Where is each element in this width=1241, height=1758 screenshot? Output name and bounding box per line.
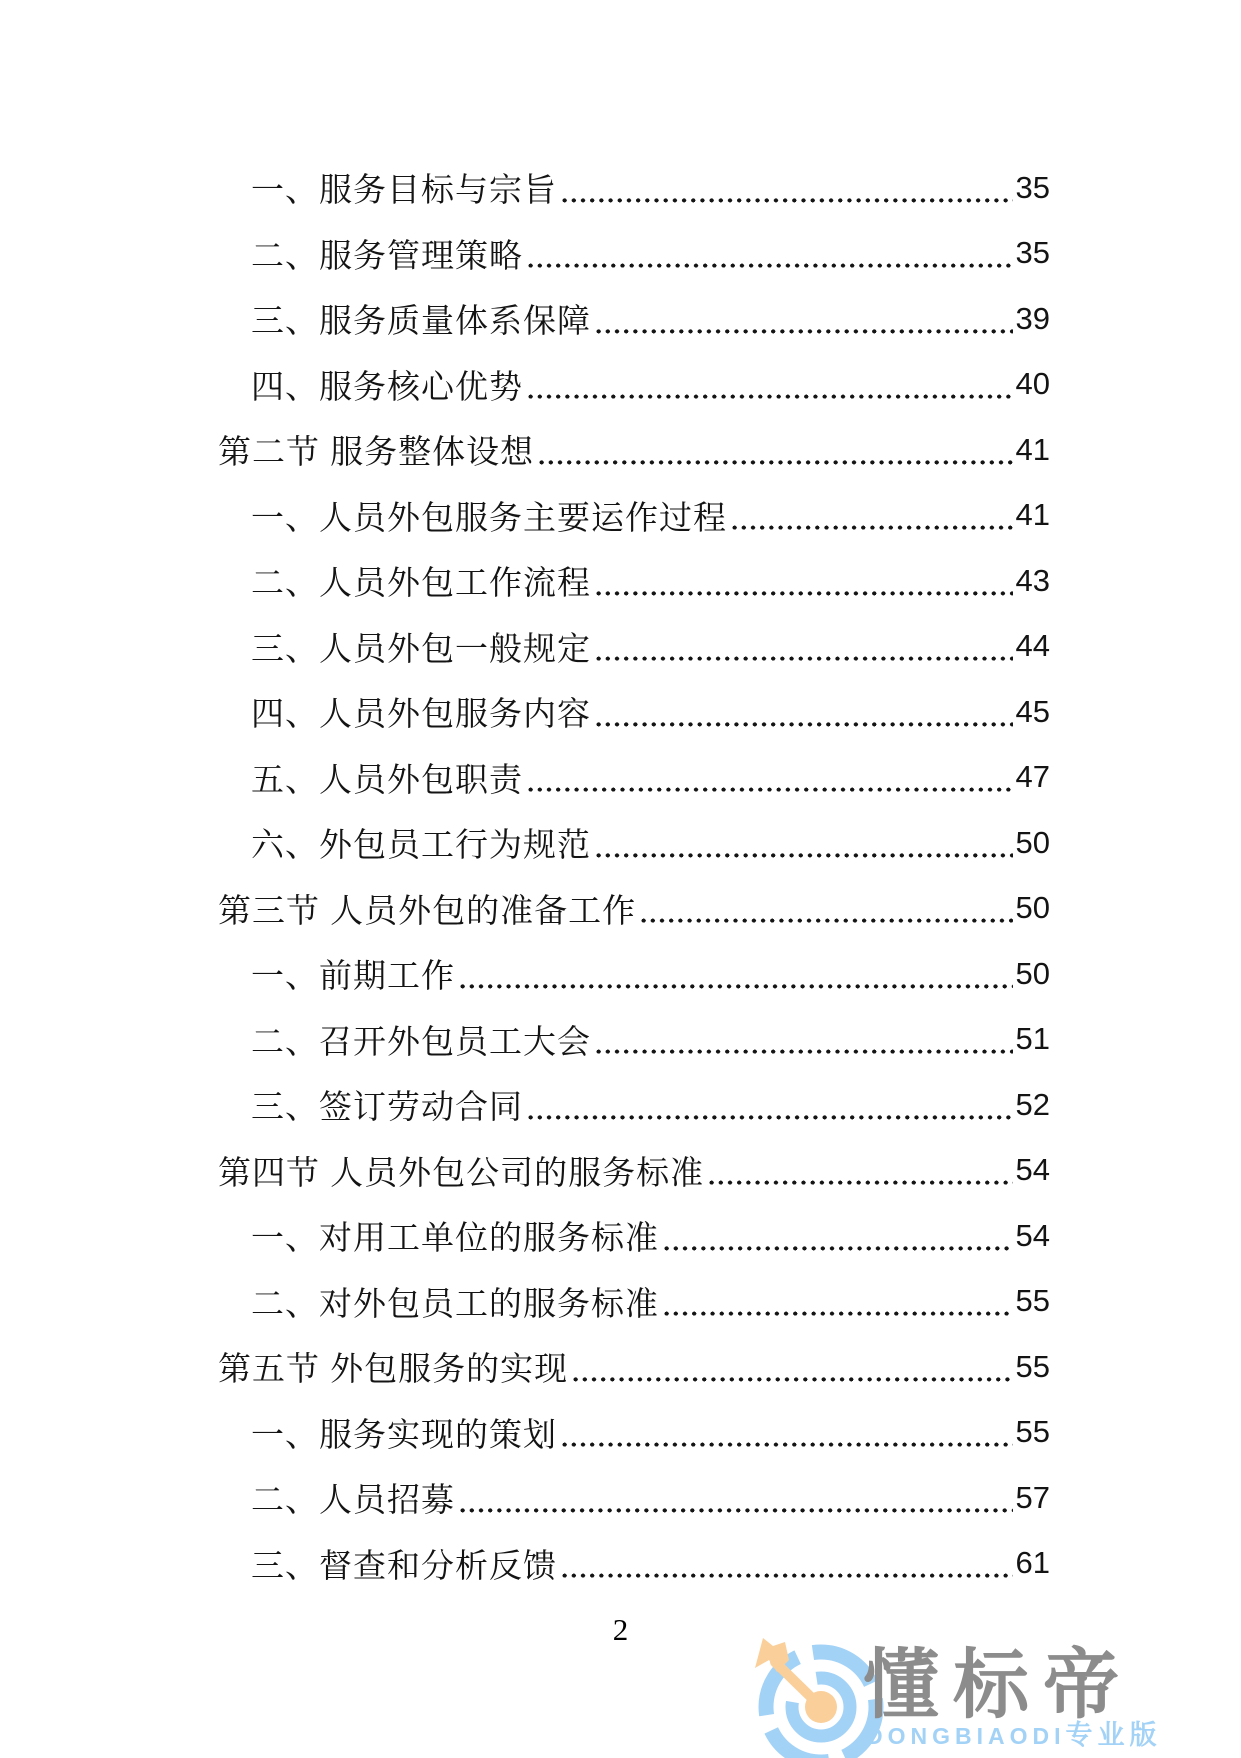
toc-entry-page: 50: [1015, 890, 1050, 926]
toc-entry-label: 三、签订劳动合同: [251, 1088, 523, 1126]
toc-list: [0, 155, 1241, 1596]
toc-entry-page: 43: [1015, 562, 1050, 598]
toc-dot-leader: [596, 1007, 1013, 1073]
watermark: [725, 1626, 1241, 1756]
toc-entry-page: 54: [1015, 1152, 1050, 1188]
toc-entry[interactable]: [0, 1072, 1241, 1138]
toc-entry-page: 55: [1015, 1283, 1050, 1319]
toc-entry-page: 47: [1015, 759, 1050, 795]
toc-dot-leader: [528, 221, 1013, 287]
toc-entry-page: 39: [1015, 300, 1050, 336]
toc-entry-page: 44: [1015, 628, 1050, 664]
toc-entry-page: 50: [1015, 824, 1050, 860]
toc-entry-label: 二、人员外包工作流程: [251, 564, 591, 602]
toc-entry-label: 第四节 人员外包公司的服务标准: [218, 1153, 705, 1191]
toc-entry[interactable]: [0, 1531, 1241, 1597]
toc-entry-label: 一、服务实现的策划: [251, 1415, 557, 1453]
toc-entry-label: 六、外包员工行为规范: [251, 826, 591, 864]
watermark-latin-text: DONGBIAODI: [866, 1723, 1066, 1749]
toc-entry[interactable]: [0, 1269, 1241, 1335]
toc-entry-page: 54: [1015, 1217, 1050, 1253]
toc-entry-label: 三、服务质量体系保障: [251, 302, 591, 340]
toc-entry[interactable]: [0, 679, 1241, 745]
toc-dot-leader: [460, 941, 1013, 1007]
toc-entry-label: 二、服务管理策略: [251, 236, 523, 274]
toc-entry-label: 第二节 服务整体设想: [218, 433, 535, 471]
toc-entry-page: 51: [1015, 1021, 1050, 1057]
toc-entry-label: 一、人员外包服务主要运作过程: [251, 498, 727, 536]
toc-entry-page: 50: [1015, 955, 1050, 991]
toc-entry-page: 61: [1015, 1545, 1050, 1581]
toc-dot-leader: [562, 1531, 1013, 1597]
toc-dot-leader: [664, 1269, 1013, 1335]
toc-entry[interactable]: [0, 745, 1241, 811]
toc-entry-label: 四、服务核心优势: [251, 367, 523, 405]
toc-entry[interactable]: [0, 1007, 1241, 1073]
toc-entry-label: 三、人员外包一般规定: [251, 629, 591, 667]
toc-dot-leader: [573, 1334, 1012, 1400]
toc-entry[interactable]: [0, 548, 1241, 614]
toc-dot-leader: [596, 679, 1013, 745]
toc-entry-label: 二、召开外包员工大会: [251, 1022, 591, 1060]
toc-dot-leader: [562, 1400, 1013, 1466]
toc-entry[interactable]: [0, 1138, 1241, 1204]
toc-entry-page: 45: [1015, 693, 1050, 729]
toc-entry-label: 三、督查和分析反馈: [251, 1546, 557, 1584]
toc-dot-leader: [528, 745, 1013, 811]
toc-entry[interactable]: [0, 352, 1241, 418]
toc-entry-page: 41: [1015, 497, 1050, 533]
toc-entry[interactable]: [0, 1400, 1241, 1466]
toc-entry-label: 一、对用工单位的服务标准: [251, 1219, 659, 1257]
toc-dot-leader: [460, 1465, 1013, 1531]
toc-entry-label: 二、对外包员工的服务标准: [251, 1284, 659, 1322]
toc-entry-page: 35: [1015, 169, 1050, 205]
toc-entry[interactable]: [0, 614, 1241, 680]
toc-dot-leader: [596, 286, 1013, 352]
toc-dot-leader: [596, 548, 1013, 614]
toc-entry[interactable]: [0, 1334, 1241, 1400]
page-number: 2: [612, 1612, 629, 1647]
toc-entry-label: 五、人员外包职责: [251, 760, 523, 798]
toc-dot-leader: [528, 352, 1013, 418]
toc-entry-page: 35: [1015, 235, 1050, 271]
toc-entry[interactable]: [0, 1203, 1241, 1269]
toc-entry-page: 55: [1015, 1414, 1050, 1450]
toc-entry-label: 四、人员外包服务内容: [251, 695, 591, 733]
watermark-brand-text: 懂标帝: [863, 1643, 1133, 1728]
watermark-edition-text: 专业版: [1065, 1720, 1162, 1750]
toc-dot-leader: [539, 417, 1012, 483]
toc-entry-page: 40: [1015, 366, 1050, 402]
toc-dot-leader: [732, 483, 1013, 549]
toc-entry-page: 41: [1015, 431, 1050, 467]
toc-dot-leader: [664, 1203, 1013, 1269]
toc-entry[interactable]: [0, 810, 1241, 876]
toc-entry-page: 52: [1015, 1086, 1050, 1122]
toc-dot-leader: [641, 876, 1012, 942]
toc-entry[interactable]: [0, 286, 1241, 352]
toc-dot-leader: [709, 1138, 1012, 1204]
toc-entry[interactable]: [0, 1465, 1241, 1531]
toc-dot-leader: [596, 614, 1013, 680]
toc-entry[interactable]: [0, 941, 1241, 1007]
toc-entry[interactable]: [0, 417, 1241, 483]
toc-dot-leader: [562, 155, 1013, 221]
watermark-subtitle: [866, 1722, 1162, 1749]
toc-entry-label: 第三节 人员外包的准备工作: [218, 891, 637, 929]
toc-entry-label: 第五节 外包服务的实现: [218, 1350, 569, 1388]
toc-dot-leader: [528, 1072, 1013, 1138]
toc-entry[interactable]: [0, 876, 1241, 942]
toc-entry[interactable]: [0, 221, 1241, 287]
toc-entry[interactable]: [0, 483, 1241, 549]
toc-entry-page: 57: [1015, 1479, 1050, 1515]
toc-entry-page: 55: [1015, 1348, 1050, 1384]
toc-entry-label: 二、人员招募: [251, 1481, 455, 1519]
toc-entry-label: 一、服务目标与宗旨: [251, 171, 557, 209]
toc-dot-leader: [596, 810, 1013, 876]
toc-entry[interactable]: [0, 155, 1241, 221]
toc-entry-label: 一、前期工作: [251, 957, 455, 995]
